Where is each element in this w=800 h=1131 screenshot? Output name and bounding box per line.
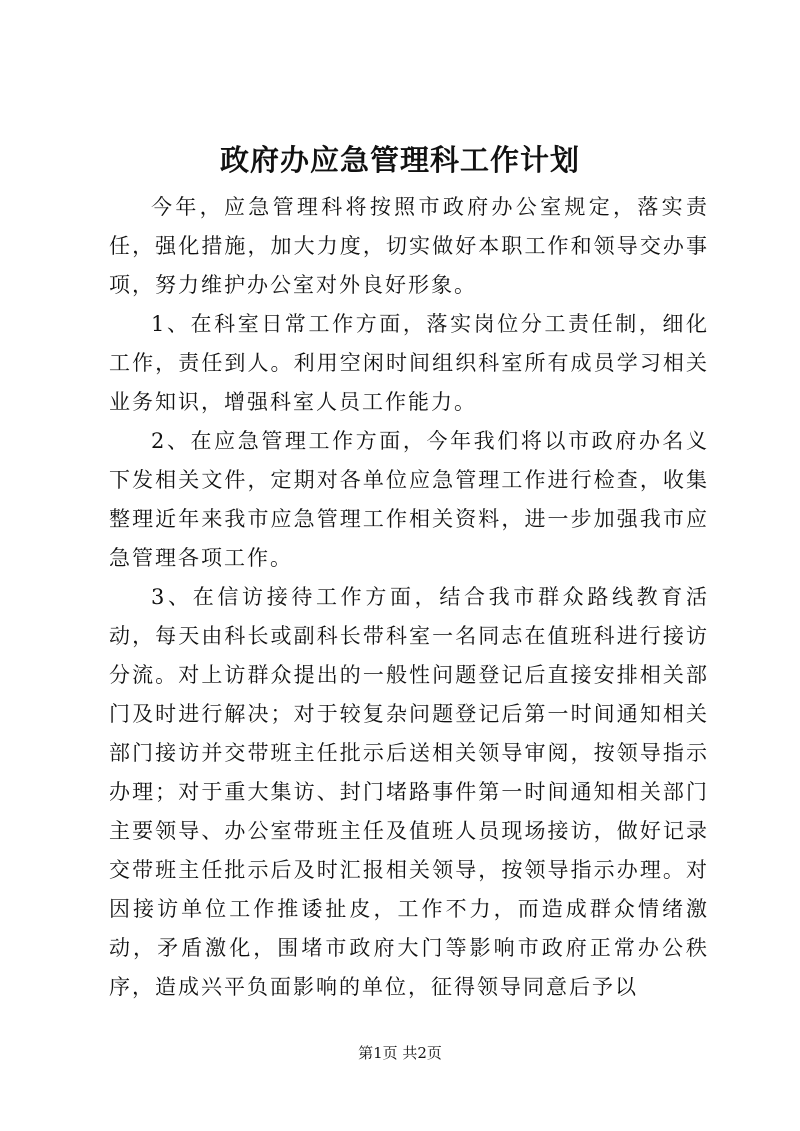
paragraph-item-3: 3、在信访接待工作方面，结合我市群众路线教育活动，每天由科长或副科长带科室一名同志在值班科进行接访分流。对上访群众提出的一般性问题登记后直接安排相关部门及时进行解决；对于较复杂问题登记后第一时间通知相关部门接访并交带班主任批示后送相关领导审阅，按领导指示办理；对于重大集访、封门堵路事件第一时间通知相关部门主要领导、办公室带班主任及值班人员现场接访，做好记录交带班主任批示后及时汇报相关领导，按领导指示办理。对因接访单位工作推诿扯皮，工作不力，而造成群众情绪激动，矛盾激化，围堵市政府大门等影响市政府正常办公秩序，造成兴平负面影响的单位，征得领导同意后予以: [109, 585, 709, 999]
paragraph-intro: 今年，应急管理科将按照市政府办公室规定，落实责任，强化措施，加大力度，切实做好本职工作和领导交办事项，努力维护办公室对外良好形象。: [109, 195, 709, 297]
paragraph-item-2: 2、在应急管理工作方面，今年我们将以市政府办名义下发相关文件，定期对各单位应急管理工作进行检查，收集整理近年来我市应急管理工作相关资料，进一步加强我市应急管理各项工作。: [109, 429, 709, 570]
paragraph-item-1: 1、在科室日常工作方面，落实岗位分工责任制，细化工作，责任到人。利用空闲时间组织科室所有成员学习相关业务知识，增强科室人员工作能力。: [109, 312, 709, 414]
document-body: [109, 188, 709, 1007]
page-title: 政府办应急管理科工作计划: [219, 143, 580, 177]
page-number-footer: 第1页 共2页: [358, 1044, 442, 1062]
